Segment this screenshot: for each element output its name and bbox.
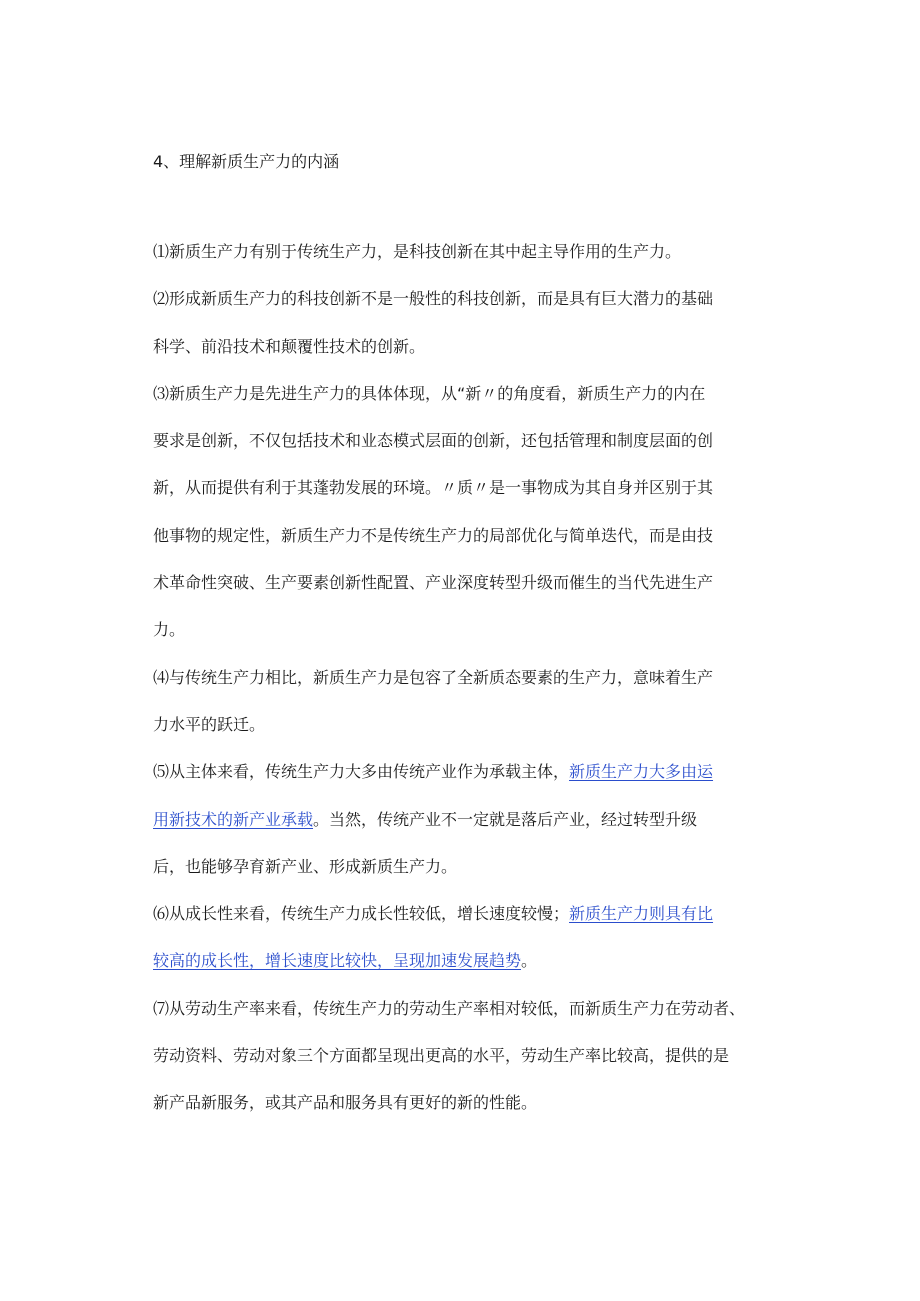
document-body xyxy=(153,228,768,1127)
paragraph-2 xyxy=(153,275,768,370)
text-line xyxy=(153,890,768,937)
text-segment: 科学、前沿技术和颠覆性技术的创新。 xyxy=(153,336,426,356)
paragraph-6 xyxy=(153,890,768,985)
text-line xyxy=(153,512,768,559)
text-segment: ⑶新质生产力是先进生产力的具体体现，从“新〃的角度看，新质生产力的内在 xyxy=(153,383,706,403)
text-segment: 力水平的跃迁。 xyxy=(153,714,266,734)
text-segment: ⑺从劳动生产率来看，传统生产力的劳动生产率相对较低，而新质生产力在劳动者、 xyxy=(153,998,746,1018)
text-line xyxy=(153,275,768,322)
text-segment: ⑷与传统生产力相比，新质生产力是包容了全新质态要素的生产力，意味着生产 xyxy=(153,667,714,687)
text-segment: 后，也能够孕育新产业、形成新质生产力。 xyxy=(153,856,458,876)
text-line xyxy=(153,228,768,275)
text-segment: 新产品新服务，或其产品和服务具有更好的新的性能。 xyxy=(153,1093,538,1113)
highlight-link[interactable]: 较高的成长性，增长速度比较快，呈现加速发展趋势 xyxy=(153,951,522,971)
highlight-link[interactable]: 新质生产力则具有比 xyxy=(569,904,714,924)
text-segment: 要求是创新，不仅包括技术和业态模式层面的创新，还包括管理和制度层面的创 xyxy=(153,431,714,451)
paragraph-5 xyxy=(153,748,768,890)
text-segment: 新，从而提供有利于其蓬勃发展的环境。〃质〃是一事物成为其自身并区别于其 xyxy=(153,478,714,498)
text-segment: 他事物的规定性，新质生产力不是传统生产力的局部优化与简单迭代，而是由技 xyxy=(153,525,714,545)
text-line xyxy=(153,843,768,890)
text-line xyxy=(153,985,768,1032)
paragraph-3 xyxy=(153,370,768,654)
text-line xyxy=(153,370,768,417)
text-segment: 。当然，传统产业不一定就是落后产业，经过转型升级 xyxy=(313,809,698,829)
text-line xyxy=(153,1032,768,1079)
section-heading: 4、理解新质生产力的内涵 xyxy=(153,152,340,171)
text-segment: 劳动资料、劳动对象三个方面都呈现出更高的水平，劳动生产率比较高，提供的是 xyxy=(153,1046,730,1066)
paragraph-4 xyxy=(153,654,768,749)
text-line xyxy=(153,937,768,984)
text-line xyxy=(153,606,768,653)
text-segment: 术革命性突破、生产要素创新性配置、产业深度转型升级而催生的当代先进生产 xyxy=(153,573,714,593)
text-segment: 。 xyxy=(521,951,538,971)
text-line xyxy=(153,323,768,370)
text-line xyxy=(153,417,768,464)
text-segment: 力。 xyxy=(153,620,186,640)
text-segment: ⑸从主体来看，传统生产力大多由传统产业作为承载主体， xyxy=(153,762,570,782)
paragraph-7 xyxy=(153,985,768,1127)
text-line xyxy=(153,464,768,511)
text-line xyxy=(153,796,768,843)
text-line xyxy=(153,654,768,701)
paragraph-1 xyxy=(153,228,768,275)
text-segment: ⑴新质生产力有别于传统生产力，是科技创新在其中起主导作用的生产力。 xyxy=(153,242,682,261)
text-line xyxy=(153,1079,768,1126)
text-line xyxy=(153,559,768,606)
text-line xyxy=(153,701,768,748)
highlight-link[interactable]: 用新技术的新产业承载 xyxy=(153,809,314,829)
text-segment: ⑵形成新质生产力的科技创新不是一般性的科技创新，而是具有巨大潜力的基础 xyxy=(153,289,714,309)
highlight-link[interactable]: 新质生产力大多由运 xyxy=(569,762,714,782)
text-line xyxy=(153,748,768,795)
text-segment: ⑹从成长性来看，传统生产力成长性较低，增长速度较慢； xyxy=(153,904,570,924)
